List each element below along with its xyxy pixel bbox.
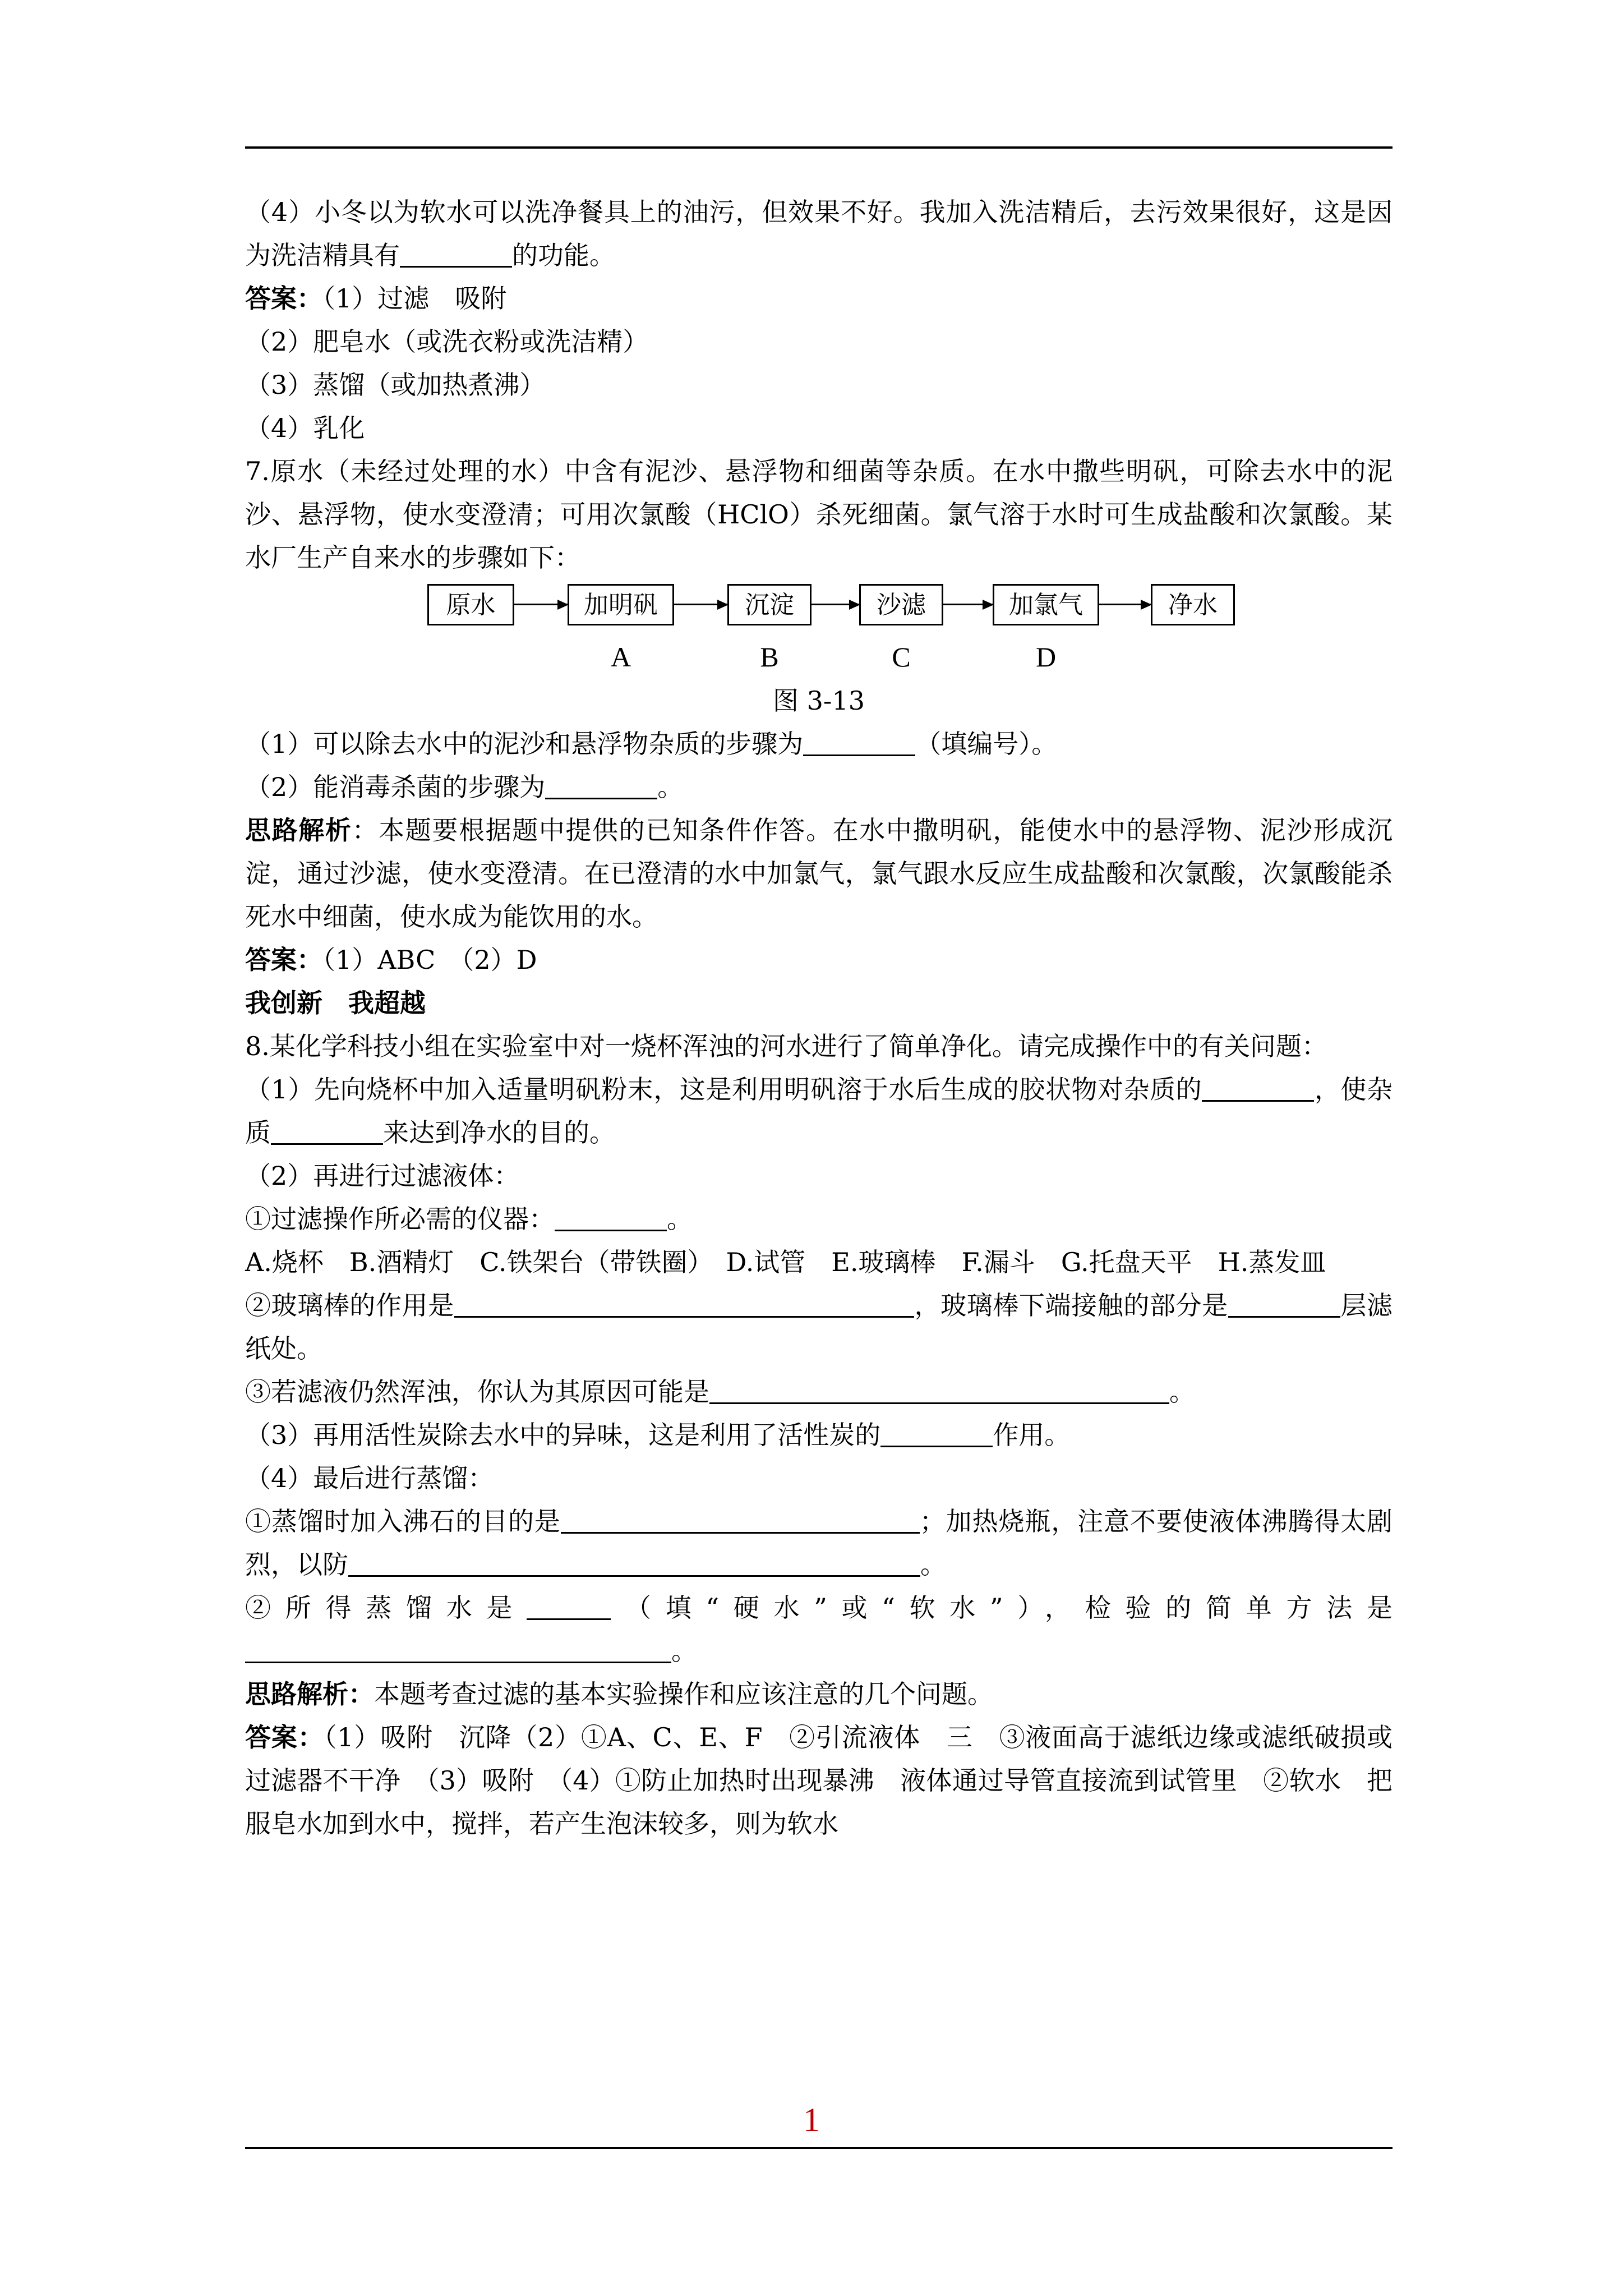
flow-arrow [943,604,993,605]
q6-answer: 答案：（1）过滤 吸附 [245,283,507,314]
section-heading: 我创新 我超越 [245,988,426,1018]
flow-box-clean-water: 净水 [1151,584,1235,625]
q8-analysis: 思路解析：本题考查过滤的基本实验操作和应该注意的几个问题。 [245,1679,993,1709]
answer-blank [454,1290,914,1318]
flow-arrow [674,604,727,605]
answer-blank [348,1549,920,1577]
answer-blank [561,1506,920,1534]
flow-arrow [811,604,859,605]
q8-part1: （1）先向烧杯中加入适量明矾粉末，这是利用明矾溶于水后生成的胶状物对杂质的 ，使杂质 来达到净水的目的。 [245,1074,1393,1148]
page-number: 1 [803,2101,820,2138]
flow-box-sand-filter: 沙滤 [859,584,943,625]
page-content [245,191,1393,1846]
q7-answer: 答案：（1）ABC （2）D [245,945,537,975]
step-label-b: B [760,641,779,673]
q7-part2: （2）能消毒杀菌的步骤为 。 [245,772,684,802]
answer-blank [271,1117,383,1145]
q8-part4: （4）最后进行蒸馏： [245,1463,494,1493]
answer-blank [1202,1074,1314,1102]
answer-blank [527,1593,611,1620]
q8-answer: 答案：（1）吸附 沉降（2）①A、C、E、F ②引流液体 三 ③液面高于滤纸边缘或滤纸破损或过滤器不干净 （3）吸附 （4）①防止加热时出现暴沸 液体通过导管直接流到试管里 ②软水 把服皂水加到水中，搅拌，若产生泡沫较多，则为软水 [245,1722,1393,1839]
answer-blank [1228,1290,1340,1318]
q8-part2-1: ①过滤操作所必需的仪器： 。 [245,1204,693,1234]
answer-blank [709,1377,1169,1404]
q8-part2-2: ②玻璃棒的作用是 ，玻璃棒下端接触的部分是 层滤纸处。 [245,1290,1393,1364]
q8-part2: （2）再进行过滤液体： [245,1161,520,1191]
step-label-d: D [1035,641,1057,673]
q7-intro: 7.原水（未经过处理的水）中含有泥沙、悬浮物和细菌等杂质。在水中撒些明矾，可除去水中的泥沙、悬浮物，使水变澄清；可用次氯酸（HClO）杀死细菌。氯气溶于水时可生成盐酸和次氯酸。某水厂生产自来水的步骤如下： [245,456,1393,573]
q6-part4: （4）小冬以为软水可以洗净餐具上的油污，但效果不好。我加入洗洁精后，去污效果很好，这是因为洗洁精具有 的功能。 [245,197,1393,270]
q6-answer-3: （3）蒸馏（或加热煮沸） [245,370,546,400]
q7-part1: （1）可以除去水中的泥沙和悬浮物杂质的步骤为 （填编号）。 [245,729,1058,759]
flow-arrow [514,604,568,605]
q8-part4-1: ①蒸馏时加入沸石的目的是 ；加热烧瓶，注意不要使液体沸腾得太剧烈，以防 。 [245,1506,1393,1580]
flow-box-raw-water: 原水 [427,584,514,625]
step-label-a: A [610,641,631,673]
flow-box-add-alum: 加明矾 [568,584,674,625]
answer-blank [400,240,512,268]
flow-arrow [1099,604,1151,605]
q8-part2-3: ③若滤液仍然浑浊，你认为其原因可能是 。 [245,1377,1195,1407]
q8-part4-2: ②所得蒸馏水是 （填“硬水”或“软水”），检验的简单方法是。 [245,1593,1393,1666]
process-flow-diagram [245,584,1393,696]
q6-answer-2: （2）肥皂水（或洗衣粉或洗洁精） [245,326,649,357]
q8-intro: 8.某化学科技小组在实验室中对一烧杯浑浊的河水进行了简单净化。请完成操作中的有关问题： [245,1031,1327,1061]
figure-caption: 图 3-13 [773,685,865,716]
footer-rule [245,2147,1393,2149]
flow-box-sediment: 沉淀 [727,584,811,625]
header-rule [245,146,1393,149]
answer-blank [880,1420,993,1447]
q8-part3: （3）再用活性炭除去水中的异味，这是利用了活性炭的 作用。 [245,1420,1071,1450]
answer-blank [545,772,657,799]
answer-blank [555,1204,667,1231]
step-label-c: C [892,641,911,673]
answer-blank [803,729,915,756]
q7-analysis: 思路解析：本题要根据题中提供的已知条件作答。在水中撒明矾，能使水中的悬浮物、泥沙形成沉淀，通过沙滤，使水变澄清。在已澄清的水中加氯气，氯气跟水反应生成盐酸和次氯酸，次氯酸能杀死水中细菌，使水成为能饮用的水。 [245,815,1393,932]
answer-blank [245,1636,671,1663]
q6-answer-4: （4）乳化 [245,413,365,443]
flow-box-add-chlorine: 加氯气 [993,584,1099,625]
q8-options: A.烧杯 B.酒精灯 C.铁架台（带铁圈） D.试管 E.玻璃棒 F.漏斗 G.托盘天平 H.蒸发皿 [245,1247,1326,1277]
